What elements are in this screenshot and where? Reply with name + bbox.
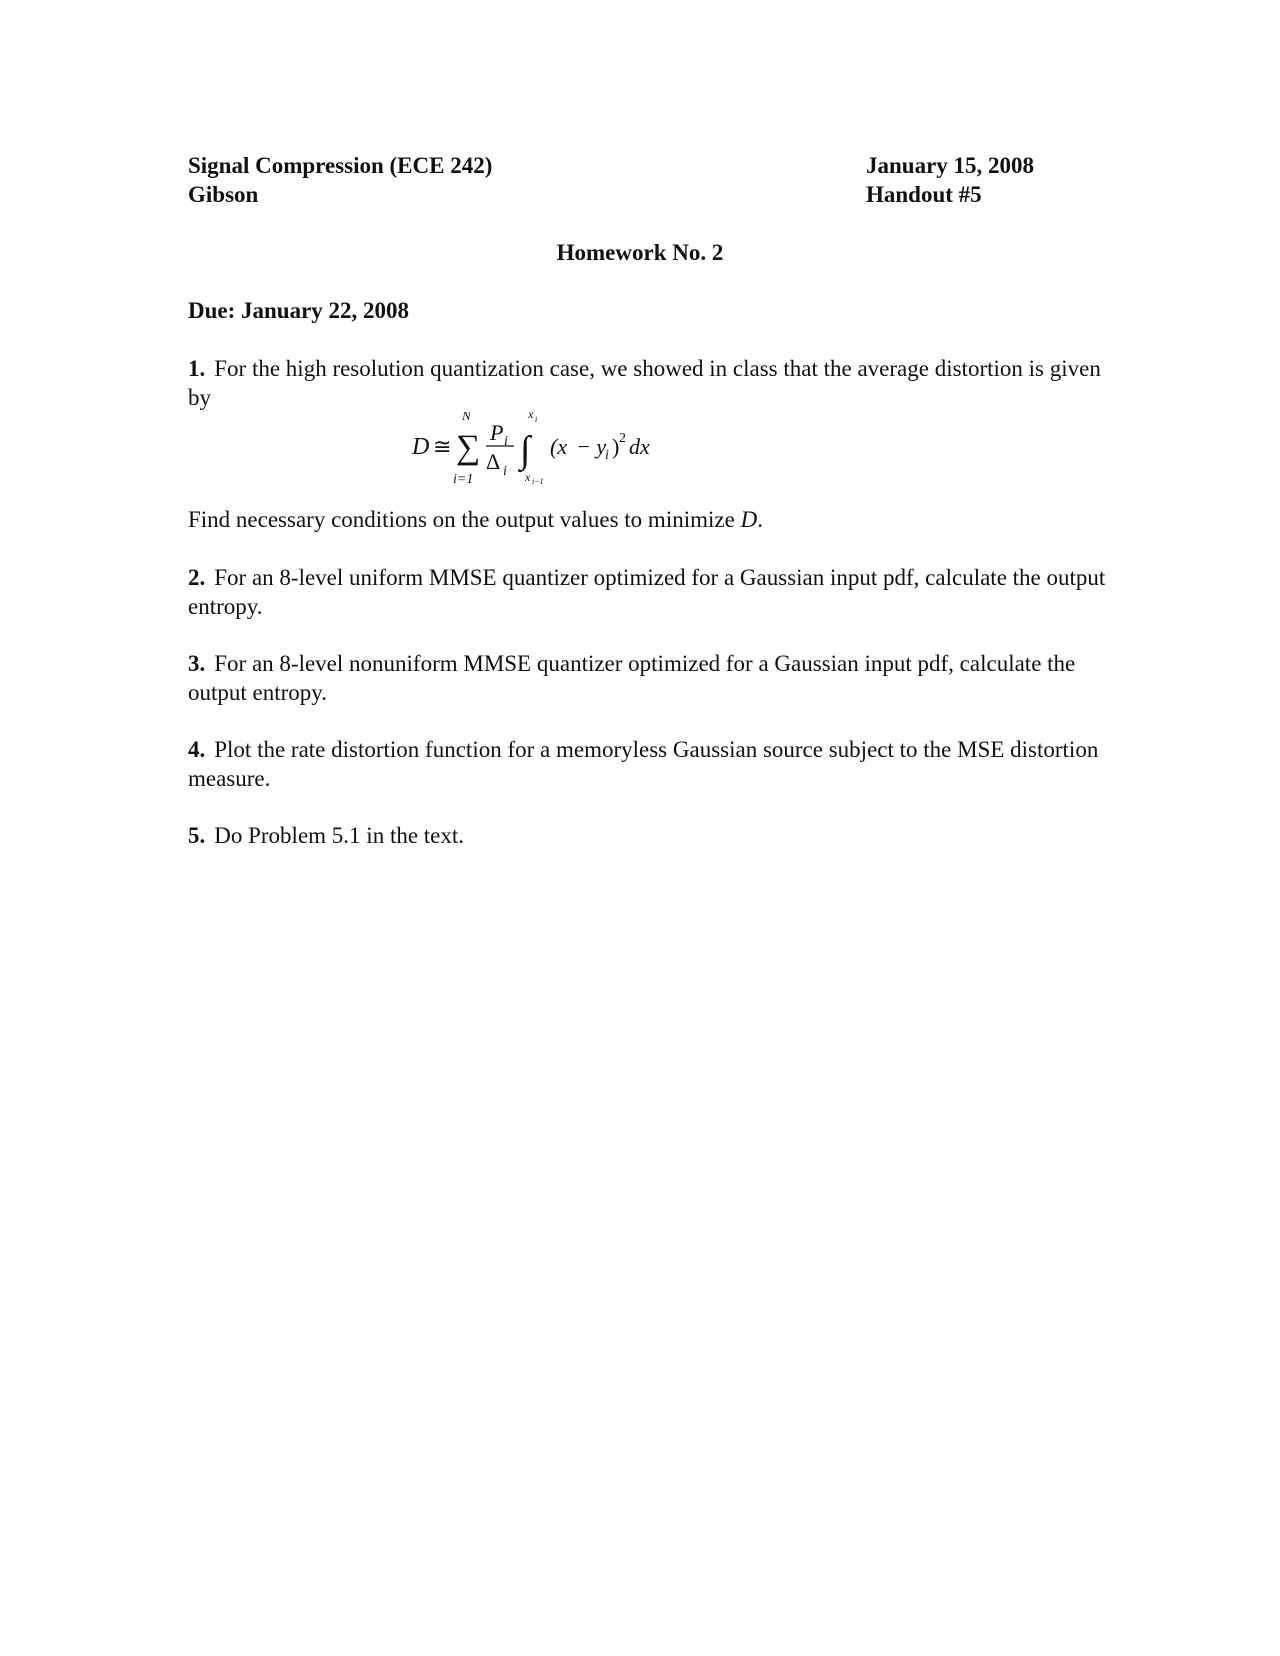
sum-lower-limit: i=1 <box>453 472 474 487</box>
problem-text: For an 8-level uniform MMSE quantizer optimized for a Gaussian input pdf, calculate the output entropy. <box>188 565 1106 619</box>
problem-number: 2. <box>188 565 206 590</box>
fraction-numerator: P <box>490 420 504 445</box>
problem-number: 3. <box>188 651 206 676</box>
integrand-close: ) <box>612 434 620 459</box>
course-title: Signal Compression (ECE 242) <box>188 153 493 178</box>
fraction-numerator-sub: i <box>504 434 508 449</box>
problem-2 <box>188 563 1108 621</box>
followup-text: Find necessary conditions on the output values to minimize <box>188 507 741 532</box>
distortion-formula <box>410 412 690 502</box>
integrand-open: (x <box>550 434 568 459</box>
problem-number: 5. <box>188 823 206 848</box>
formula-lhs: D <box>412 434 430 460</box>
problem-1-followup <box>188 505 1108 534</box>
due-date: Due: January 22, 2008 <box>188 298 410 323</box>
problem-text: Do Problem 5.1 in the text. <box>214 823 465 848</box>
problem-text: Plot the rate distortion function for a memoryless Gaussian source subject to the MSE distortion measure. <box>188 737 1099 791</box>
exponent: 2 <box>619 431 626 446</box>
fraction-denominator-sub: i <box>503 464 507 479</box>
integral-symbol: ∫ <box>520 429 531 471</box>
integral-lower-limit: x <box>525 470 531 484</box>
problem-text: For an 8-level nonuniform MMSE quantizer optimized for a Gaussian input pdf, calculate the output entropy. <box>188 651 1076 705</box>
problem-5 <box>188 821 1108 850</box>
sum-upper-limit: N <box>462 412 471 423</box>
followup-end: . <box>757 507 763 532</box>
problem-1 <box>188 354 1108 412</box>
page-title: Homework No. 2 <box>556 240 724 265</box>
problem-number: 4. <box>188 737 206 762</box>
problem-3 <box>188 649 1108 707</box>
header-right <box>866 151 1034 209</box>
problem-number: 1. <box>188 356 206 381</box>
handout-number: Handout #5 <box>866 182 982 207</box>
sum-symbol: ∑ <box>456 429 481 466</box>
integral-upper-sub: i <box>535 415 538 424</box>
integrand-sub: i <box>605 448 609 463</box>
integrand-minus: − y <box>576 434 607 459</box>
problem-text: For the high resolution quantization case, we showed in class that the average distortion is given by <box>188 356 1101 410</box>
approx-symbol: ≅ <box>433 434 452 459</box>
instructor-name: Gibson <box>188 182 259 207</box>
problem-4 <box>188 735 1108 793</box>
differential: dx <box>629 434 650 459</box>
integral-lower-sub: i−1 <box>532 477 544 486</box>
fraction-denominator: Δ <box>486 449 501 474</box>
handout-date: January 15, 2008 <box>866 153 1035 178</box>
header-left <box>188 151 492 209</box>
followup-variable: D <box>740 507 758 532</box>
integral-upper-limit: x <box>528 412 534 421</box>
